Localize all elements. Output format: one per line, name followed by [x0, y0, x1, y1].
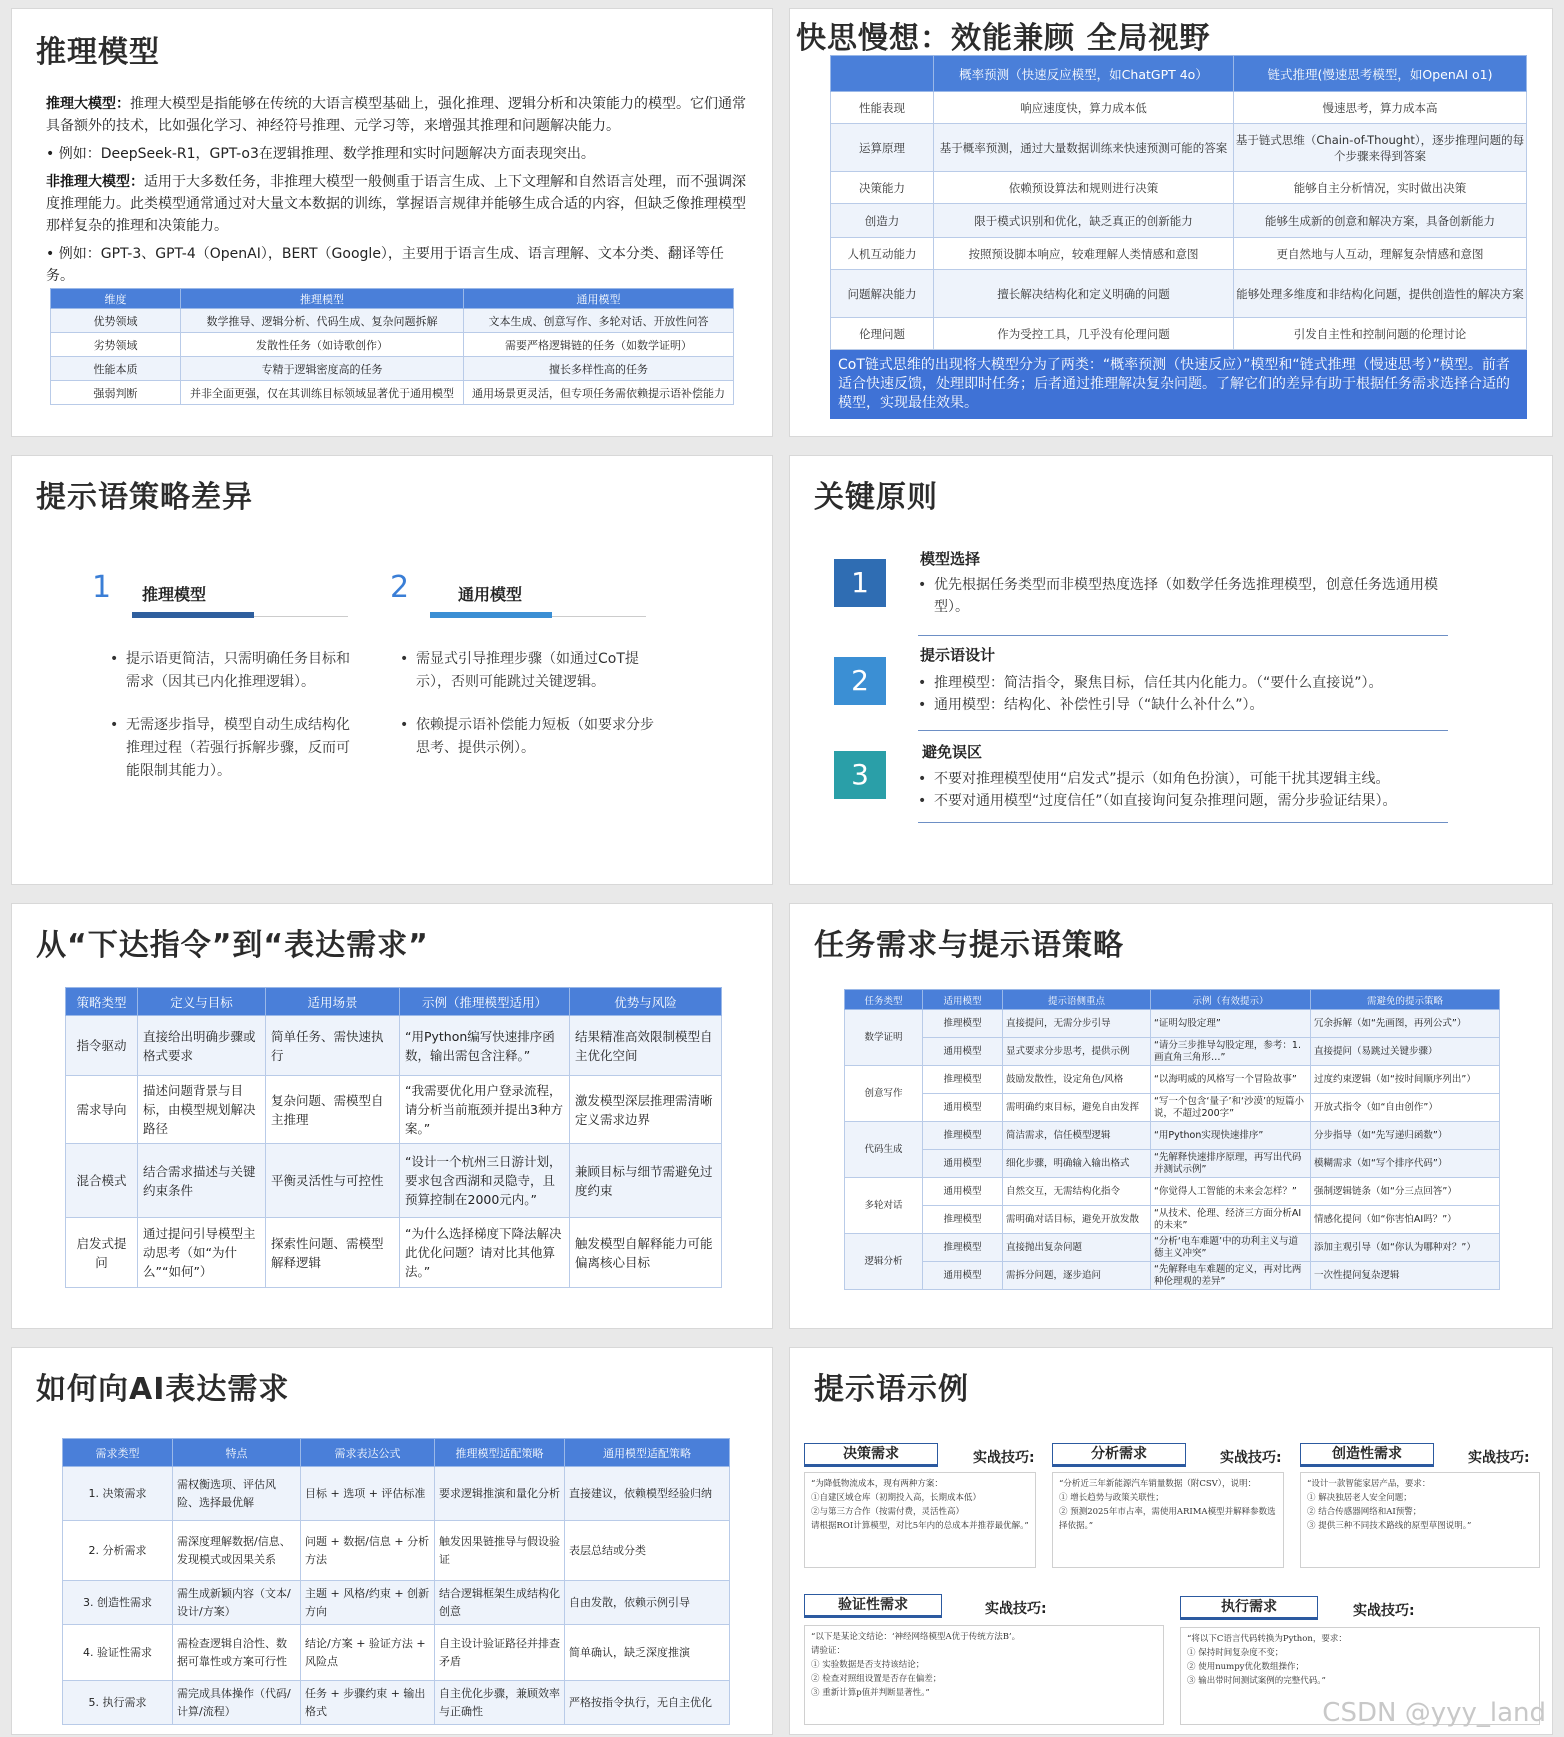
table-cell: 文本生成、创意写作、多轮对话、开放性问答	[464, 309, 734, 333]
table-cell: 表层总结或分类	[565, 1521, 730, 1581]
need-type-tag: 验证性需求	[804, 1594, 942, 1618]
column-number: 1	[92, 570, 112, 605]
list-item: • 需显式引导推理步骤（如通过CoT提示），否则可能跳过关键逻辑。	[400, 648, 660, 694]
slide-reasoning-model	[11, 8, 773, 437]
table-cell: “证明勾股定理”	[1151, 1010, 1311, 1038]
paragraph-text: 适用于大多数任务，非推理大模型一般侧重于语言生成、上下文理解和自然语言处理，而不强调深度推理能力。此类模型通常通过对大量文本数据的训练，掌握语言规律并能够生成合适的内容，但缺乏像推理模型那样复杂的推理和决策能力。	[46, 174, 746, 234]
slide-title: 从“下达指令”到“表达需求”	[36, 928, 429, 963]
table-cell: 复杂问题、需模型自主推理	[266, 1076, 400, 1144]
principle-heading: 模型选择	[920, 550, 981, 568]
example-line: ① 保持时间复杂度不变；	[1187, 1648, 1284, 1658]
list-item: • 无需逐步指导，模型自动生成结构化推理过程（若强行拆解步骤，反而可能限制其能力）。	[110, 714, 360, 783]
table-cell: 过度约束逻辑（如“按时间顺序列出”）	[1311, 1066, 1500, 1094]
tip-label: 实战技巧:	[1220, 1450, 1282, 1466]
task-cell: 代码生成	[845, 1122, 923, 1178]
table-cell: 需完成具体操作（代码/计算/流程）	[173, 1681, 301, 1725]
paragraph-text: 推理大模型是指能够在传统的大语言模型基础上，强化推理、逻辑分析和决策能力的模型。它们通常具备额外的技术，比如强化学习、神经符号推理、元学习等，来增强其推理和问题解决能力。	[46, 96, 746, 134]
col-header: 适用场景	[266, 988, 400, 1016]
col-header: 示例（推理模型适用）	[400, 988, 570, 1016]
principle-bullets	[918, 768, 1478, 812]
table-cell: 通用模型	[923, 1094, 1003, 1122]
table-cell: 需拆分问题，逐步追问	[1003, 1262, 1151, 1290]
need-type-tag: 创造性需求	[1300, 1443, 1434, 1467]
table-row	[63, 1467, 730, 1521]
table-cell: 通用模型	[923, 1038, 1003, 1066]
table-row	[845, 1122, 1500, 1150]
table-cell: 劣势领域	[51, 333, 181, 357]
paragraph-reasoning	[46, 93, 746, 137]
slide-title: 提示语策略差异	[36, 480, 253, 515]
table-cell: 探索性问题、需模型解释逻辑	[266, 1218, 400, 1288]
table-cell: “以海明威的风格写一个冒险故事”	[1151, 1066, 1311, 1094]
table-cell: 激发模型深层推理需清晰定义需求边界	[570, 1076, 722, 1144]
table-cell: 按照预设脚本响应，较难理解人类情感和意图	[934, 238, 1234, 270]
table-cell: 问题解决能力	[831, 270, 934, 318]
table-cell: 自然交互，无需结构化指令	[1003, 1178, 1151, 1206]
example-line: “分析近三年新能源汽车销量数据（附CSV），说明：	[1059, 1479, 1257, 1489]
col-header: 提示语侧重点	[1003, 990, 1151, 1010]
table-cell: 问题 + 数据/信息 + 分析方法	[301, 1521, 435, 1581]
principle-number: 3	[834, 751, 886, 799]
table-cell: 数学推导、逻辑分析、代码生成、复杂问题拆解	[181, 309, 464, 333]
table-row	[845, 1178, 1500, 1206]
table-cell: “写一个包含‘量子’和‘沙漠’的短篇小说，不超过200字”	[1151, 1094, 1311, 1122]
table-row	[845, 1150, 1500, 1178]
table-cell: 混合模式	[66, 1144, 138, 1218]
table-cell: 主题 + 风格/约束 + 创新方向	[301, 1581, 435, 1625]
col-header: 定义与目标	[138, 988, 266, 1016]
table-cell: 人机互动能力	[831, 238, 934, 270]
table-cell: 推理模型	[923, 1010, 1003, 1038]
table-cell: 强弱判断	[51, 381, 181, 405]
slide-title: 如何向AI表达需求	[36, 1372, 290, 1407]
table-cell: 指令驱动	[66, 1016, 138, 1076]
divider	[918, 730, 1448, 731]
col-header: 示例（有效提示）	[1151, 990, 1311, 1010]
table-cell: 自主优化步骤，兼顾效率与正确性	[435, 1681, 565, 1725]
table-row	[831, 238, 1527, 270]
list-item: • 推理模型：简洁指令，聚焦目标，信任其内化能力。（“要什么直接说”）。	[918, 672, 1458, 694]
col-header: 维度	[51, 289, 181, 309]
term-reasoning: 推理大模型：	[46, 96, 130, 112]
table-cell: 通用模型	[923, 1262, 1003, 1290]
col-header: 通用模型	[464, 289, 734, 309]
table-cell: 需深度理解数据/信息、发现模式或因果关系	[173, 1521, 301, 1581]
table-row	[51, 357, 734, 381]
example-line: “为降低物流成本，现有两种方案：	[811, 1479, 943, 1489]
table-cell: 需生成新颖内容（文本/设计/方案）	[173, 1581, 301, 1625]
list-item: • 依赖提示语补偿能力短板（如要求分步思考、提供示例）。	[400, 714, 660, 760]
example-line: “将以下C语言代码转换为Python，要求：	[1187, 1634, 1347, 1644]
example-card	[1300, 1472, 1540, 1568]
list-item: • 通用模型：结构化、补偿性引导（“缺什么补什么”）。	[918, 694, 1458, 716]
column-title: 通用模型	[458, 585, 523, 604]
table-cell: 需权衡选项、评估风险、选择最优解	[173, 1467, 301, 1521]
example-line: ①自建区域仓库（初期投入高，长期成本低）	[811, 1493, 982, 1503]
table-cell: 简洁需求，信任模型逻辑	[1003, 1122, 1151, 1150]
table-row	[63, 1521, 730, 1581]
example-reasoning: • 例如：DeepSeek-R1，GPT-o3在逻辑推理、数学推理和实时问题解决方面表现突出。	[46, 146, 595, 162]
comparison-table	[50, 288, 734, 405]
principle-number: 1	[834, 559, 886, 607]
slide-task-prompt-strategy	[789, 903, 1553, 1329]
table-cell: 1. 决策需求	[63, 1467, 173, 1521]
example-line: ② 检查对照组设置是否存在偏差；	[811, 1674, 942, 1684]
col-header	[831, 56, 934, 92]
table-cell: 一次性提问复杂逻辑	[1311, 1262, 1500, 1290]
table-cell: “你觉得人工智能的未来会怎样？”	[1151, 1178, 1311, 1206]
need-type-tag: 决策需求	[804, 1443, 938, 1467]
table-row	[845, 1206, 1500, 1234]
column-number: 2	[390, 570, 410, 605]
table-row	[831, 270, 1527, 318]
table-row	[51, 309, 734, 333]
table-cell: 需求导向	[66, 1076, 138, 1144]
slide-prompt-examples	[789, 1347, 1553, 1735]
table-cell: 基于概率预测，通过大量数据训练来快速预测可能的答案	[934, 124, 1234, 172]
example-card	[804, 1472, 1036, 1568]
table-cell: 鼓励发散性，设定角色/风格	[1003, 1066, 1151, 1094]
table-cell: 简单任务、需快速执行	[266, 1016, 400, 1076]
table-cell: 严格按指令执行，无自主优化	[565, 1681, 730, 1725]
table-row	[831, 172, 1527, 204]
table-cell: 强制逻辑链条（如“分三点回答”）	[1311, 1178, 1500, 1206]
column-rule	[254, 616, 348, 617]
example-line: “以下是某论文结论：‘神经网络模型A优于传统方法B’。	[811, 1632, 1021, 1642]
table-row	[66, 1144, 722, 1218]
table-row	[845, 1234, 1500, 1262]
table-row	[66, 1076, 722, 1144]
need-type-tag: 执行需求	[1180, 1596, 1318, 1620]
example-line: ②与第三方合作（按需付费，灵活性高）	[811, 1507, 965, 1517]
table-cell: 自主设计验证路径并排查矛盾	[435, 1625, 565, 1681]
slide-title: 任务需求与提示语策略	[814, 928, 1124, 963]
table-row	[66, 1218, 722, 1288]
slide-title: 推理模型	[36, 35, 160, 70]
list-item: • 不要对推理模型使用“启发式”提示（如角色扮演），可能干扰其逻辑主线。	[918, 768, 1478, 790]
table-cell: 任务 + 步骤约束 + 输出格式	[301, 1681, 435, 1725]
col-header: 特点	[173, 1439, 301, 1467]
table-cell: 2. 分析需求	[63, 1521, 173, 1581]
table-row	[831, 318, 1527, 350]
table-cell: 伦理问题	[831, 318, 934, 350]
needs-table-wrap	[62, 1438, 730, 1725]
table-row	[831, 204, 1527, 238]
example-line: ③ 提供三种不同技术路线的原型草图说明。”	[1307, 1521, 1472, 1531]
table-cell: 作为受控工具，几乎没有伦理问题	[934, 318, 1234, 350]
table-cell: 能够处理多维度和非结构化问题，提供创造性的解决方案	[1234, 270, 1527, 318]
term-nonreasoning: 非推理大模型：	[46, 174, 144, 190]
col-header: 需求类型	[63, 1439, 173, 1467]
tip-label: 实战技巧:	[1353, 1603, 1415, 1619]
example-line: “设计一款智能家居产品，要求：	[1307, 1479, 1431, 1489]
col-header: 推理模型适配策略	[435, 1439, 565, 1467]
watermark: CSDN @yyy_land	[1322, 1698, 1546, 1728]
example-line: 请根据ROI计算模型，对比5年内的总成本并推荐最优解。”	[811, 1521, 1029, 1531]
table-cell: 需明确约束目标，避免自由发挥	[1003, 1094, 1151, 1122]
strategy-table-wrap	[65, 987, 722, 1288]
table-row	[63, 1581, 730, 1625]
table-cell: 要求逻辑推演和量化分析	[435, 1467, 565, 1521]
task-cell: 多轮对话	[845, 1178, 923, 1234]
table-cell: “我需要优化用户登录流程，请分析当前瓶颈并提出3种方案。”	[400, 1076, 570, 1144]
table-cell: 运算原理	[831, 124, 934, 172]
table-cell: 推理模型	[923, 1234, 1003, 1262]
table-cell: 慢速思考，算力成本高	[1234, 92, 1527, 124]
tip-label: 实战技巧:	[1468, 1450, 1530, 1466]
example-text: 例如：GPT-3、GPT-4（OpenAI），BERT（Google），主要用于语言生成、语言理解、文本分类、翻译等任务。	[46, 246, 724, 284]
comparison-table-wrap	[50, 288, 734, 405]
col-header: 链式推理(慢速思考模型，如OpenAI o1)	[1234, 56, 1527, 92]
table-cell: 发散性任务（如诗歌创作）	[181, 333, 464, 357]
col-header: 策略类型	[66, 988, 138, 1016]
col-header: 通用模型适配策略	[565, 1439, 730, 1467]
summary-box: CoT链式思维的出现将大模型分为了两类：“概率预测（快速反应）”模型和“链式推理（慢速思考）”模型。前者适合快速反馈，处理即时任务；后者通过推理解决复杂问题。了解它们的差异有助于根据任务需求选择合适的模型，实现最佳效果。	[830, 350, 1527, 419]
table-cell: 擅长解决结构化和定义明确的问题	[934, 270, 1234, 318]
fast-slow-table	[830, 55, 1527, 350]
strategy-table	[65, 987, 722, 1288]
example-line: ③ 重新计算p值并判断显著性。”	[811, 1688, 930, 1698]
table-cell: “请分三步推导勾股定理，参考：1. 画直角三角形…”	[1151, 1038, 1311, 1066]
table-cell: 推理模型	[923, 1122, 1003, 1150]
column-title: 推理模型	[142, 585, 207, 604]
table-cell: 情感化提问（如“你害怕AI吗？”）	[1311, 1206, 1500, 1234]
table-cell: “先解释电车难题的定义，再对比两种伦理观的差异”	[1151, 1262, 1311, 1290]
example-line: ① 实验数据是否支持该结论；	[811, 1660, 925, 1670]
column-rule	[552, 616, 646, 617]
col-header: 需避免的提示策略	[1311, 990, 1500, 1010]
tip-label: 实战技巧:	[985, 1601, 1047, 1617]
table-cell: 推理模型	[923, 1066, 1003, 1094]
slide-title: 提示语示例	[814, 1372, 969, 1407]
tip-label: 实战技巧:	[973, 1450, 1035, 1466]
principle-heading: 提示语设计	[920, 646, 996, 664]
table-cell: 通用模型	[923, 1178, 1003, 1206]
table-cell: “为什么选择梯度下降法解决此优化问题？请对比其他算法。”	[400, 1218, 570, 1288]
table-row	[51, 333, 734, 357]
table-cell: 目标 + 选项 + 评估标准	[301, 1467, 435, 1521]
task-cell: 逻辑分析	[845, 1234, 923, 1290]
col-header: 概率预测（快速反应模型，如ChatGPT 4o）	[934, 56, 1234, 92]
table-cell: 描述问题背景与目标，由模型规划解决路径	[138, 1076, 266, 1144]
table-cell: 分步指导（如“先写递归函数”）	[1311, 1122, 1500, 1150]
col-header: 需求表达公式	[301, 1439, 435, 1467]
table-cell: 5. 执行需求	[63, 1681, 173, 1725]
table-cell: 冗余拆解（如“先画图，再列公式”）	[1311, 1010, 1500, 1038]
table-cell: 能够生成新的创意和解决方案，具备创新能力	[1234, 204, 1527, 238]
table-cell: 触发因果链推导与假设验证	[435, 1521, 565, 1581]
table-cell: 需明确对话目标，避免开放发散	[1003, 1206, 1151, 1234]
table-row	[845, 1262, 1500, 1290]
table-cell: 直接给出明确步骤或格式要求	[138, 1016, 266, 1076]
slide-express-needs	[11, 1347, 773, 1735]
table-cell: 结论/方案 + 验证方法 + 风险点	[301, 1625, 435, 1681]
table-cell: 响应速度快，算力成本低	[934, 92, 1234, 124]
table-cell: 通用场景更灵活，但专项任务需依赖提示语补偿能力	[464, 381, 734, 405]
col-header: 推理模型	[181, 289, 464, 309]
example-card	[1052, 1472, 1284, 1568]
table-cell: 创造力	[831, 204, 934, 238]
table-cell: 基于链式思维（Chain-of-Thought），逐步推理问题的每个步骤来得到答案	[1234, 124, 1527, 172]
principle-bullets	[918, 574, 1448, 618]
table-cell: 性能表现	[831, 92, 934, 124]
table-cell: 3. 创造性需求	[63, 1581, 173, 1625]
table-cell: 更自然地与人互动，理解复杂情感和意图	[1234, 238, 1527, 270]
table-row	[831, 92, 1527, 124]
table-cell: “用Python实现快速排序”	[1151, 1122, 1311, 1150]
table-row	[66, 1016, 722, 1076]
column-bar	[430, 612, 552, 618]
task-cell: 数学证明	[845, 1010, 923, 1066]
table-cell: 通用模型	[923, 1150, 1003, 1178]
table-row	[845, 1010, 1500, 1038]
principle-number: 2	[834, 657, 886, 705]
table-cell: 简单确认，缺乏深度推演	[565, 1625, 730, 1681]
slide-body	[46, 93, 746, 293]
slide-title: 关键原则	[814, 480, 938, 515]
table-cell: 兼顾目标与细节需避免过度约束	[570, 1144, 722, 1218]
table-cell: “设计一个杭州三日游计划，要求包含西湖和灵隐寺，且预算控制在2000元内。”	[400, 1144, 570, 1218]
divider	[918, 822, 1448, 823]
example-text: 例如：DeepSeek-R1，GPT-o3在逻辑推理、数学推理和实时问题解决方面表现突出。	[58, 146, 595, 162]
col-header: 优势与风险	[570, 988, 722, 1016]
col-header: 任务类型	[845, 990, 923, 1010]
table-cell: 决策能力	[831, 172, 934, 204]
slide-key-principles	[789, 455, 1553, 885]
table-cell: 推理模型	[923, 1206, 1003, 1234]
example-line: 请验证：	[811, 1646, 846, 1656]
table-cell: 平衡灵活性与可控性	[266, 1144, 400, 1218]
list-item: • 优先根据任务类型而非模型热度选择（如数学任务选推理模型，创意任务选通用模型）。	[918, 574, 1448, 618]
table-row	[831, 124, 1527, 172]
table-row	[63, 1625, 730, 1681]
table-cell: 开放式指令（如“自由创作”）	[1311, 1094, 1500, 1122]
table-cell: 细化步骤，明确输入输出格式	[1003, 1150, 1151, 1178]
comparison-table-wrap	[830, 55, 1527, 419]
needs-table	[62, 1438, 730, 1725]
table-cell: 模糊需求（如“写个排序代码”）	[1311, 1150, 1500, 1178]
table-cell: 启发式提问	[66, 1218, 138, 1288]
example-line: ② 使用numpy优化数组操作；	[1187, 1662, 1304, 1672]
paragraph-nonreasoning	[46, 171, 746, 237]
table-cell: 优势领域	[51, 309, 181, 333]
table-row	[51, 381, 734, 405]
example-line: ① 增长趋势与政策关联性；	[1059, 1493, 1164, 1503]
table-cell: 直接提问，无需分步引导	[1003, 1010, 1151, 1038]
table-cell: 4. 验证性需求	[63, 1625, 173, 1681]
table-cell: “先解释快速排序原理，再写出代码并测试示例”	[1151, 1150, 1311, 1178]
table-cell: “用Python编写快速排序函数，输出需包含注释。”	[400, 1016, 570, 1076]
table-cell: 能够自主分析情况，实时做出决策	[1234, 172, 1527, 204]
column-bar	[132, 612, 254, 618]
example-line: ③ 输出带时间测试案例的完整代码。”	[1187, 1676, 1326, 1686]
table-cell: 直接提问（易跳过关键步骤）	[1311, 1038, 1500, 1066]
example-line: ② 结合传感器网络和AI预警；	[1307, 1507, 1422, 1517]
table-cell: 依赖预设算法和规则进行决策	[934, 172, 1234, 204]
table-cell: 结合需求描述与关键约束条件	[138, 1144, 266, 1218]
table-cell: 通过提问引导模型主动思考（如“为什么”“如何”）	[138, 1218, 266, 1288]
table-cell: 专精于逻辑密度高的任务	[181, 357, 464, 381]
table-cell: 性能本质	[51, 357, 181, 381]
table-cell: “分析‘电车难题’中的功利主义与道德主义冲突”	[1151, 1234, 1311, 1262]
table-cell: 需检查逻辑自洽性、数据可靠性或方案可行性	[173, 1625, 301, 1681]
slide-title: 快思慢想：效能兼顾 全局视野	[796, 21, 1211, 56]
example-card	[804, 1625, 1164, 1725]
table-cell: 显式要求分步思考，提供示例	[1003, 1038, 1151, 1066]
table-cell: 结果精准高效限制模型自主优化空间	[570, 1016, 722, 1076]
task-table	[844, 989, 1500, 1290]
bullet-list	[400, 648, 660, 780]
table-cell: 引发自主性和控制问题的伦理讨论	[1234, 318, 1527, 350]
table-cell: “从技术、伦理、经济三方面分析AI的未来”	[1151, 1206, 1311, 1234]
table-cell: 直接建议，依赖模型经验归纳	[565, 1467, 730, 1521]
table-cell: 限于模式识别和优化，缺乏真正的创新能力	[934, 204, 1234, 238]
example-line: ① 解决独居老人安全问题；	[1307, 1493, 1412, 1503]
principle-heading: 避免误区	[922, 743, 983, 761]
col-header: 适用模型	[923, 990, 1003, 1010]
list-item: • 提示语更简洁，只需明确任务目标和需求（因其已内化推理逻辑）。	[110, 648, 360, 694]
list-item: • 不要对通用模型“过度信任”（如直接询问复杂推理问题，需分步验证结果）。	[918, 790, 1478, 812]
table-row	[845, 1066, 1500, 1094]
table-cell: 自由发散，依赖示例引导	[565, 1581, 730, 1625]
bullet-list	[110, 648, 360, 803]
divider	[918, 635, 1448, 636]
example-nonreasoning: • 例如：GPT-3、GPT-4（OpenAI），BERT（Google），主要用于语言生成、语言理解、文本分类、翻译等任务。	[46, 246, 724, 284]
need-type-tag: 分析需求	[1052, 1443, 1186, 1467]
table-row	[845, 1038, 1500, 1066]
task-cell: 创意写作	[845, 1066, 923, 1122]
task-table-wrap	[844, 989, 1500, 1290]
example-line: ② 预测2025年市占率，需使用ARIMA模型并解释参数选择依据。”	[1059, 1507, 1276, 1531]
slide-instruction-to-need	[11, 903, 773, 1329]
table-cell: 直接抛出复杂问题	[1003, 1234, 1151, 1262]
table-row	[845, 1094, 1500, 1122]
table-cell: 添加主观引导（如“你认为哪种对？”）	[1311, 1234, 1500, 1262]
table-cell: 并非全面更强，仅在其训练目标领域显著优于通用模型	[181, 381, 464, 405]
table-row	[63, 1681, 730, 1725]
table-cell: 结合逻辑框架生成结构化创意	[435, 1581, 565, 1625]
table-cell: 触发模型自解释能力可能偏离核心目标	[570, 1218, 722, 1288]
slide-fast-slow-thinking	[789, 8, 1553, 437]
table-cell: 需要严格逻辑链的任务（如数学证明）	[464, 333, 734, 357]
table-cell: 擅长多样性高的任务	[464, 357, 734, 381]
slide-prompt-strategy-diff	[11, 455, 773, 885]
principle-bullets	[918, 672, 1458, 716]
